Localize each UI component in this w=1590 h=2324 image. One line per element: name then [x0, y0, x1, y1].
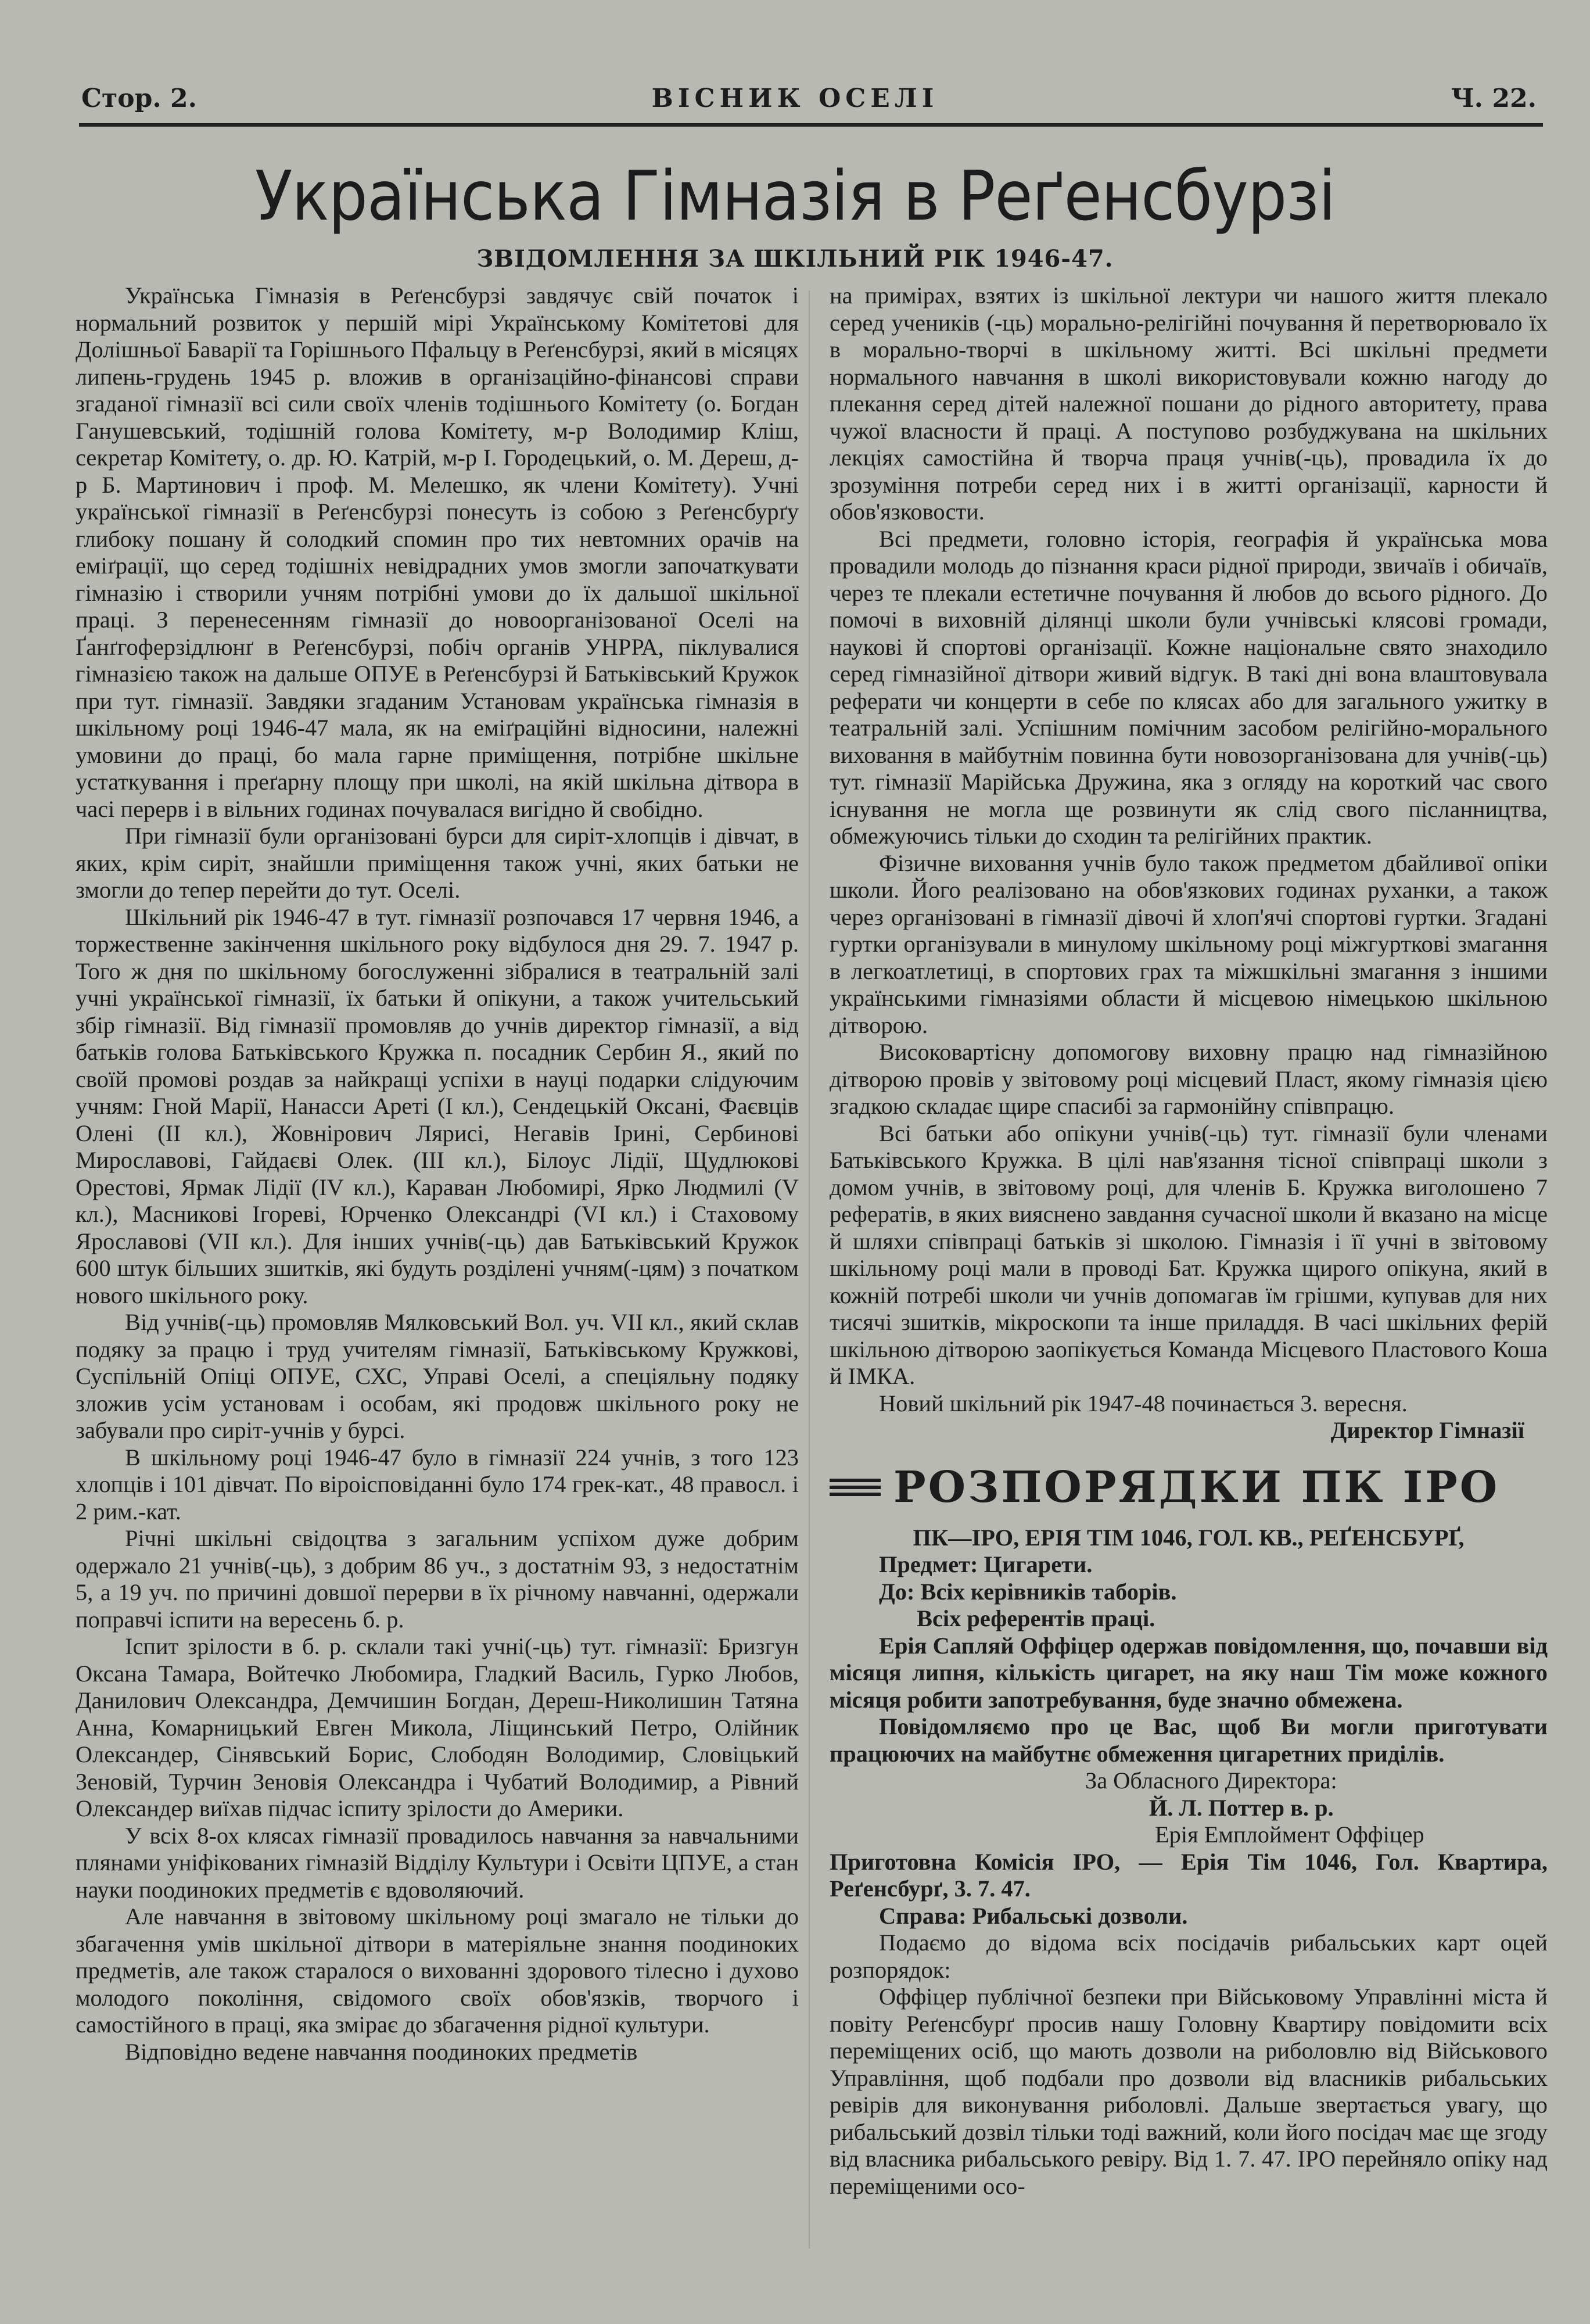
order-recipients: До: Всіх керівників таборів.	[879, 1578, 1177, 1605]
article-paragraph: на примірах, взятих із шкільної лектури чи нашого життя плекало серед учеників (-ць) морально-релігійні почування й перетворювало їх в морально-творчі в шкільному житті. Всі шкільні предмети нормального навчання в школі використовували кожню нагоду до плекання серед дітей належної пошани до рідного авторитету, права чужої власности й праці. А поступово розбуджувана на шкільних лекціях самостійна й творча праця учнів(-ць), провадила їх до зрозуміння потреби серед них і в житті організації, карности й обов'язковости.	[830, 282, 1548, 525]
order-paragraph: Ерія Сапляй Оффіцер одержав повідомлення, що, почавши від місяця липня, кількість цигарет, на яку наш Тім може кожного місяця робити запотребування, буде значно обмежена.	[830, 1632, 1548, 1713]
order-paragraph: Повідомляємо про це Вас, щоб Ви могли приготувати працюючих на майбутнє обмеження цигаретних приділів.	[830, 1713, 1548, 1767]
article-paragraph: Всі предмети, головно історія, географія й українська мова провадили молодь до пізнання краси рідної природи, звичаїв і обичаїв, через те плекали естетичне почування й любов до всього рідного. До помочі в виховній ділянці школи були учнівські клясові громади, наукові й спортові організації. Кожне національне свято знаходило серед гімназійної дітвори живий відгук. В такі дні вона влаштовувала реферати чи концерти в себе по клясах або для загального ужитку в театральній залі. Успішним помічним засобом релігійно-морального виховання в майбутнім повинна бути новозорганізована для учнів(-ць) тут. гімназії Марійська Дружина, яка з огляду на короткий час свого існування не могла ще розвинути як слід свого післанництва, обмежуючись тільки до сходин та релігійних практик.	[830, 525, 1548, 849]
right-column	[830, 282, 1548, 2252]
order-signature-name: Й. Л. Поттер в. р.	[1149, 1794, 1334, 1821]
article-paragraph: Високовартісну допомогову виховну працю над гімназійною дітворою провів у звітовому році місцевий Пласт, якому гімназія цією згадкою складає щире спасибі за гармонійну співпрацю.	[830, 1039, 1548, 1119]
article-paragraph: Відповідно ведене навчання поодиноких предметів	[125, 2038, 638, 2065]
order-signature-title: Ерія Емплоймент Оффіцер	[1155, 1821, 1424, 1848]
column-divider	[809, 290, 810, 2248]
order-signature-line: За Обласного Директора:	[1085, 1767, 1337, 1794]
director-signature: Директор Гімназії	[1330, 1417, 1524, 1443]
article-paragraph: Від учнів(-ць) промовляв Мялковський Вол. уч. VII кл., який склав подяку за працю і труд учителям гімназії, Батьківському Кружкові, Суспільній Опіці ОПУЕ, СХС, Управі Оселі, а спеціяльну подяку зложив усім установам і особам, які продовж шкільного року не забували про сиріт-учнів у бурсі.	[76, 1309, 799, 1443]
article-paragraph: Фізичне виховання учнів було також предметом дбайливої опіки школи. Його реалізовано на обов'язкових годинах руханки, а також через організовані в гімназії дівочі й хлоп'ячі спортові гуртки. Згадані гуртки організували в минулому шкільному році міжгурткові змагання в легкоатлетиці, в спортових грах та міжшкільні змагання з іншими українськими гімназіями области й місцевою німецькою шкільною дітворою.	[830, 849, 1548, 1038]
orders-section-header	[830, 1458, 1548, 1516]
article-paragraph: Всі батьки або опікуни учнів(-ць) тут. гімназії були членами Батьківського Кружка. В цілі нав'язання тісної співпраці школи з домом учнів, в звітовому році, для членів Б. Кружка виголошено 7 рефератів, в яких вияснено завдання сучасної школи й вказано на місце й шляхи співпраці батьків зі школою. Гімназія і її учні в звітовому шкільному році мали в проводі Бат. Кружка щирого опікуна, який в кожній потребі школи чи учнів допомагав їм грішми, купував для них тисячі зшитків, мікроскопи та інше приладдя. В часі шкільних ферій шкільною дітворою заопікується Команда Місцевого Пластового Коша й ІМКА.	[830, 1120, 1548, 1389]
order-paragraph: Подаємо до відома всіх посідачів рибальських карт оцей розпорядок:	[830, 1930, 1548, 1983]
newspaper-name: ВІСНИК ОСЕЛІ	[651, 84, 939, 113]
article-paragraph: Але навчання в звітовому шкільному році змагало не тільки до збагачення умів шкільної дітвори в матеріяльне знання поодиноких предметів, але також старалося о вихованні здорового тілесно і духово молодого покоління, свідомого своїх обов'язків, творчого і самостійного в праці, яка змірає до збагачення рідної культури.	[76, 1903, 799, 2038]
article-paragraph: Новий шкільний рік 1947-48 починається 3. вересня.	[879, 1390, 1408, 1416]
decorative-bars-icon	[830, 1475, 881, 1500]
article-paragraph: Іспит зрілости в б. р. склали такі учні(-ць) тут. гімназії: Бризгун Оксана Тамара, Войтечко Любомира, Гладкий Василь, Гурко Любов, Данилович Олександра, Демчишин Богдан, Дереш-Николишин Татяна Анна, Комарницький Евген Микола, Ліщинський Петро, Олійник Олександер, Сінявський Борис, Слободян Володимир, Словіцький Зеновій, Турчин Зеновія Олександра і Чубатий Володимир, а Рівний Олександер виїхав підчас іспиту зрілости до Америки.	[76, 1633, 799, 1821]
article-paragraph: У всіх 8-ох клясах гімназії провадилось навчання за навчальними плянами уніфікованих гімназій Відділу Культури і Освіти ЦПУЕ, а стан науки поодиноких предметів є вдоволяючий.	[76, 1822, 799, 1903]
article-title: Українська Гімназія в Реґенсбурзі	[254, 156, 1336, 236]
article-paragraph: В шкільному році 1946-47 було в гімназії 224 учнів, з того 123 хлопців і 101 дівчат. По віроісповіданні було 174 грек-кат., 48 правосл. і 2 рим.-кат.	[76, 1444, 799, 1525]
order-subject: Справа: Рибальські дозволи.	[879, 1902, 1188, 1929]
issue-number: Ч. 22.	[1451, 84, 1537, 113]
article-subtitle: ЗВІДОМЛЕННЯ ЗА ШКІЛЬНИЙ РІК 1946-47.	[476, 245, 1114, 272]
order-organization-line: Приготовна Комісія ІРО, — Ерія Тім 1046, Гол. Квартира, Реґенсбурґ, 3. 7. 47.	[830, 1848, 1548, 1902]
article-paragraph: Річні шкільні свідоцтва з загальним успіхом дуже добрим одержало 21 учнів(-ць), з добрим 86 уч., з достатнім 93, з недостатнім 5, а 19 уч. по причині довшої перерви в їх річному навчанні, одержали поправчі іспити на вересень б. р.	[76, 1525, 799, 1633]
header-rule	[79, 123, 1543, 127]
article-paragraph: При гімназії були організовані бурси для сиріт-хлопців і дівчат, в яких, крім сиріт, знайшли приміщення також учні, яких батьки не змогли до тепер перейти до тут. Оселі.	[76, 823, 799, 903]
order-paragraph: Оффіцер публічної безпеки при Військовому Управлінні міста й повіту Реґенсбурґ просив нашу Головну Квартиру повідомити всіх переміщених осіб, що мають дозволи на риболовлю від Військового Управління, щоб подбали про дозволи від власників рибальських ревірів для виконування риболовлі. Дальше звертається увагу, що рибальський дозвіл тільки тоді важний, коли його посідач має ще згоду від власника рибальського ревіру. Від 1. 7. 47. ІРО перейняло опіку над переміщеними осо-	[830, 1984, 1548, 2199]
article-paragraph: Шкільний рік 1946-47 в тут. гімназії розпочався 17 червня 1946, а торжественне закінчення шкільного року відбулося дня 29. 7. 1947 р. Того ж дня по шкільному богослуженні зібралися в театральній залі учні української гімназії, їх батьки й опікуни, а також учительський збір гімназії. Від гімназії промовляв до учнів директор гімназії, а від батьків голова Батьківського Кружка п. посадник Сербин Я., який по своїй промові роздав за найкращі успіхи в науці подарки слідуючим учням: Гной Марії, Нанасси Ареті (І кл.), Сендецькій Оксані, Фаєвців Олені (II кл.), Жовнірович Лярисі, Негавів Ірині, Сербиновi Мирославові, Гайдаєві Олек. (ІІІ кл.), Білоус Лідії, Щудлюкові Орестові, Ярмак Лідії (IV кл.), Караван Любомирі, Ярко Людмилі (V кл.), Масникові Ігореві, Юрченко Олександрі (VI кл.) і Стаховому Ярославові (VII кл.). Для інших учнів(-ць) дав Батьківський Кружок 600 штук більших зшитків, які будуть розділені учням(-цям) з початком нового шкільного року.	[76, 903, 799, 1308]
order-recipients-2: Всіх референтів праці.	[917, 1605, 1155, 1631]
orders-section-title: РОЗПОРЯДКИ ПК ІРО	[893, 1462, 1500, 1512]
left-column	[76, 282, 799, 2252]
article-paragraph: Українська Гімназія в Реґенсбурзі завдячує свій початок і нормальний розвиток у першій мірі Українському Комітетові для Долішньої Баварії та Горішнього Пфальцу в Реґенсбурзі, який в місяцях липень-грудень 1945 р. вложив в організаційно-фінансові справи згаданої гімназії всі сили своїх членів тодішнього Комітету (о. Богдан Ганушевський, тодішній голова Комітету, м-р Володимир Кліш, секретар Комітету, о. др. Ю. Катрій, м-р І. Городецький, о. М. Дереш, д-р Б. Мартинович і проф. М. Мелешко, як члени Комітету). Учні української гімназії в Реґенсбурзі понесуть із собою з Реґенсбурґу глибоку пошану й солодкий спомин про тих невтомних орачів на еміґрації, що серед тодішніх невідрадних умов змогли започаткувати гімназію і створили учням потрібні умови до їх дальшої шкільної праці. З перенесенням гімназії до новоорганізованої Оселі на Ґанґгоферзідлюнґ в Реґенсбурзі, побіч органів УНРРА, піклувалися гімназією також на дальше ОПУЕ в Реґенсбурзі й Батьківський Кружок при тут. гімназії. Завдяки згаданим Установам українська гімназія в шкільному році 1946-47 мала, як на еміґраційні відносини, належні умовини до праці, бо мала гарне приміщення, потрібне шкільне устаткування і преґарну площу при школі, на якій шкільна дітвора в часі перерв і в вільних годинах почувалася вигідно й свобідно.	[76, 282, 799, 822]
order-subject: Предмет: Цигарети.	[879, 1551, 1093, 1577]
orders-header-line: ПК—ІРО, ЕРІЯ ТІМ 1046, ГОЛ. КВ., РЕҐЕНСБУРҐ,	[913, 1524, 1465, 1551]
page-number: Стор. 2.	[81, 84, 197, 113]
